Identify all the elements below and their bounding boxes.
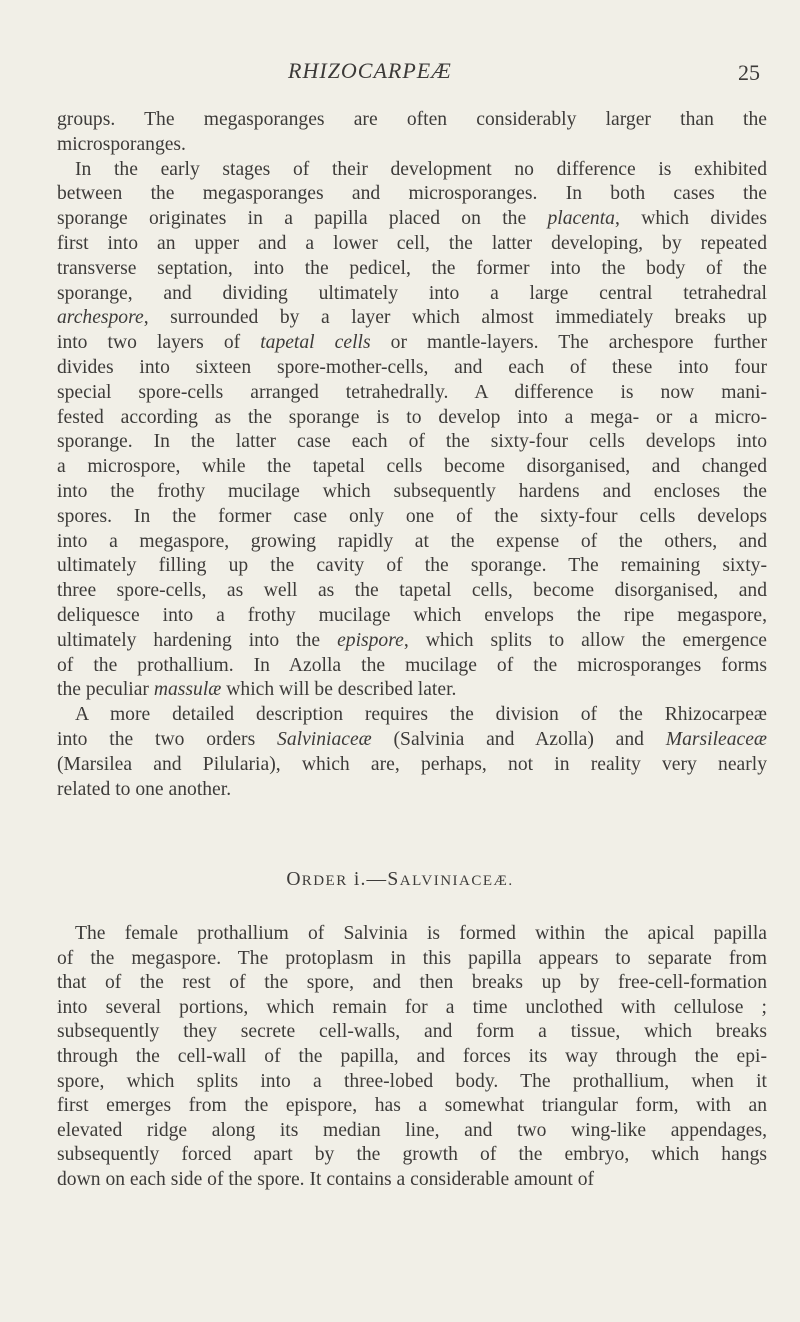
body-text — [57, 108, 767, 802]
text-line: subsequently they secrete cell-walls, and form a tissue, which breaks — [57, 1021, 767, 1043]
text-line: into the two orders Salviniaceæ (Salvinia and Azolla) and Marsileaceæ — [57, 728, 767, 750]
text-line: spore, which splits into a three-lobed body. The prothallium, when it — [57, 1070, 767, 1092]
paragraph-orders — [57, 703, 767, 802]
section-body-text — [57, 922, 767, 1193]
text-line: In the early stages of their development no difference is exhibited — [75, 158, 767, 180]
text-line: elevated ridge along its median line, and two wing-like appendages, — [57, 1119, 767, 1141]
text-line: into two layers of tapetal cells or mantle-layers. The archespore further — [57, 332, 767, 354]
page-number: 25 — [738, 60, 760, 85]
text-line: sporange. In the latter case each of the sixty-four cells develops into — [57, 431, 767, 453]
text-line: A more detailed description requires the division of the Rhizocarpeæ — [75, 704, 767, 726]
text-line: three spore-cells, as well as the tapetal cells, become disorganised, and — [57, 580, 767, 602]
text-line: a microspore, while the tapetal cells become disorganised, and changed — [57, 456, 767, 478]
text-line: of the prothallium. In Azolla the mucilage of the microsporanges forms — [57, 654, 767, 676]
text-line: down on each side of the spore. It contains a considerable amount of — [57, 1168, 595, 1190]
text-line: first into an upper and a lower cell, the latter developing, by repeated — [57, 232, 767, 254]
text-line: first emerges from the epispore, has a somewhat triangular form, with an — [57, 1095, 767, 1117]
text-line: deliquesce into a frothy mucilage which envelops the ripe megaspore, — [57, 604, 767, 626]
text-line: (Marsilea and Pilularia), which are, perhaps, not in reality very nearly — [57, 753, 767, 775]
text-line: of the megaspore. The protoplasm in this papilla appears to separate from — [57, 947, 767, 969]
paragraph-sporange-development — [57, 158, 767, 704]
text-line: between the megasporanges and microsporanges. In both cases the — [57, 183, 767, 205]
text-line: The female prothallium of Salvinia is formed within the apical papilla — [75, 923, 767, 944]
section-heading — [0, 869, 800, 891]
text-line: subsequently forced apart by the growth of the embryo, which hangs — [57, 1144, 767, 1166]
text-line: into the frothy mucilage which subsequently hardens and encloses the — [57, 480, 767, 502]
text-line: microsporanges. — [57, 133, 186, 155]
text-line: transverse septation, into the pedicel, the former into the body of the — [57, 257, 767, 279]
text-line: sporange originates in a papilla placed on the placenta, which divides — [57, 208, 767, 230]
text-line: the peculiar massulæ which will be described later. — [57, 679, 457, 701]
section-heading-prefix: ORDER i.— — [286, 869, 388, 890]
text-line: divides into sixteen spore-mother-cells, and each of these into four — [57, 356, 767, 378]
text-line: through the cell-wall of the papilla, and forces its way through the epi- — [57, 1045, 767, 1067]
text-line: groups. The megasporanges are often considerably larger than the — [57, 109, 767, 130]
text-line: sporange, and dividing ultimately into a large central tetrahedral — [57, 282, 767, 304]
section-heading-name: SALVINIACEÆ. — [387, 869, 514, 890]
text-line: fested according as the sporange is to develop into a mega- or a micro- — [57, 406, 767, 428]
text-line: spores. In the former case only one of the sixty-four cells develops — [57, 505, 767, 527]
text-line: that of the rest of the spore, and then breaks up by free-cell-formation — [57, 972, 767, 994]
text-line: into a megaspore, growing rapidly at the expense of the others, and — [57, 530, 767, 552]
running-head — [0, 58, 800, 88]
text-line: special spore-cells arranged tetrahedrally. A difference is now mani- — [57, 381, 767, 403]
text-line: ultimately filling up the cavity of the sporange. The remaining sixty- — [57, 555, 767, 577]
paragraph-continuation — [57, 108, 767, 158]
text-line: archespore, surrounded by a layer which almost immediately breaks up — [57, 307, 767, 329]
text-line: into several portions, which remain for a time unclothed with cellulose ; — [57, 996, 767, 1018]
paragraph-salvinia-prothallium — [57, 922, 767, 1193]
text-line: related to one another. — [57, 778, 232, 800]
text-line: ultimately hardening into the epispore, which splits to allow the emergence — [57, 629, 767, 651]
running-title: RHIZOCARPEÆ — [288, 58, 452, 83]
